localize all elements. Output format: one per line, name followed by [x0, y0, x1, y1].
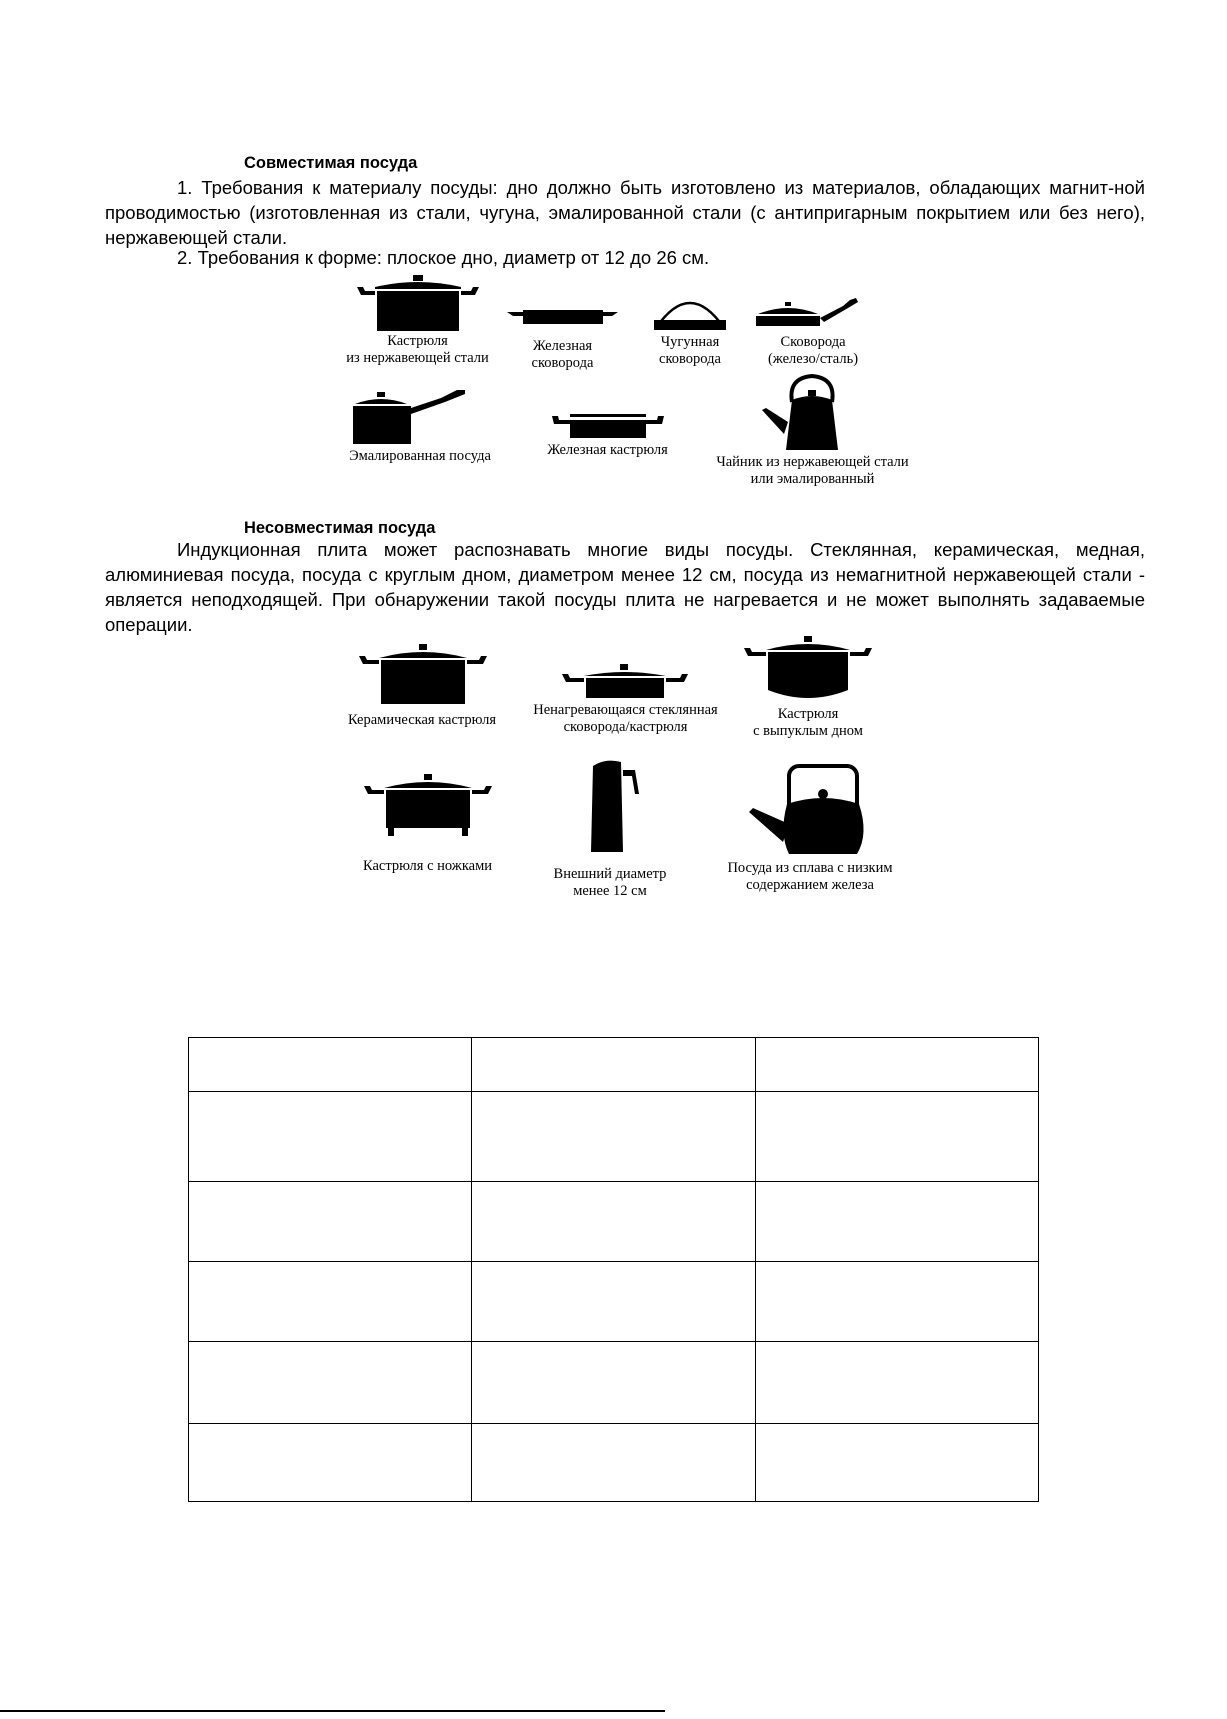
- iron-pan-icon: [505, 300, 620, 332]
- table-cell: [755, 1262, 1038, 1342]
- convex-bottom-pot-icon: [738, 634, 878, 704]
- cast-iron-pan-icon: [650, 288, 730, 332]
- incompatible-heading: Несовместимая посуда: [244, 519, 436, 537]
- incompatible-caption: Кастрюля с ножками: [362, 858, 493, 874]
- stainless-pot-icon: [353, 273, 483, 333]
- table-cell: [189, 1182, 472, 1262]
- empty-table: [188, 1037, 1039, 1502]
- incompatible-caption: Ненагревающаяся стеклянная сковорода/кастрюля: [533, 702, 718, 735]
- table-row: [189, 1424, 1039, 1502]
- compatible-item-kettle: [700, 372, 925, 488]
- incompatible-item-small-jug: [540, 756, 680, 900]
- compatible-item-iron-pan: [505, 300, 620, 372]
- table-row: [189, 1342, 1039, 1424]
- incompatible-item-convex-pot: [728, 634, 888, 740]
- incompatible-item-pot-with-legs: [340, 772, 515, 875]
- compatible-item-enamel-saucepan: [335, 388, 505, 465]
- incompatible-caption: Керамическая кастрюля: [347, 712, 497, 728]
- incompatible-item-glass-pan: [518, 662, 733, 736]
- incompatible-caption: Кастрюля с выпуклым дном: [753, 706, 863, 739]
- table-cell: [189, 1038, 472, 1092]
- compatible-heading: Совместимая посуда: [244, 154, 418, 172]
- table-cell: [472, 1262, 755, 1342]
- compatible-caption: Железная кастрюля: [547, 442, 668, 458]
- iron-casserole-icon: [548, 412, 668, 440]
- compatible-item-stainless-pot: [330, 273, 505, 367]
- compatible-caption: Кастрюля из нержавеющей стали: [346, 333, 489, 366]
- compatible-item-cast-iron-pan: [640, 288, 740, 368]
- table-cell: [189, 1342, 472, 1424]
- compatible-item-frying-pan: [748, 292, 878, 368]
- table-row: [189, 1182, 1039, 1262]
- frying-pan-icon: [748, 292, 878, 332]
- compatible-caption: Железная сковорода: [531, 338, 594, 371]
- table-cell: [755, 1038, 1038, 1092]
- table-cell: [472, 1424, 755, 1502]
- low-iron-kettle-icon: [745, 764, 875, 856]
- compatible-caption: Сковорода (железо/сталь): [767, 334, 859, 367]
- small-jug-icon: [565, 756, 655, 854]
- ceramic-pot-icon: [355, 642, 490, 706]
- enamel-saucepan-icon: [345, 388, 495, 446]
- table-cell: [189, 1424, 472, 1502]
- table-row: [189, 1262, 1039, 1342]
- incompatible-item-ceramic-pot: [332, 642, 512, 729]
- footer-divider: [0, 1710, 665, 1712]
- compatible-caption: Чайник из нержавеющей стали или эмалированный: [716, 454, 909, 487]
- table-cell: [472, 1342, 755, 1424]
- incompatible-caption: Посуда из сплава с низким содержанием железа: [727, 860, 893, 893]
- table-row: [189, 1038, 1039, 1092]
- table-cell: [755, 1182, 1038, 1262]
- compatible-item-iron-casserole: [535, 412, 680, 459]
- table-cell: [755, 1342, 1038, 1424]
- table-cell: [189, 1262, 472, 1342]
- compatible-caption: Эмалированная посуда: [349, 448, 491, 464]
- compatible-material-requirements: 1. Требования к материалу посуды: дно должно быть изготовлено из материалов, обладающих магнит-ной проводимостью (изготовленная из стали, чугуна, эмалированной стали (с антипригарным покрытием или без него), нержавеющей стали.: [105, 177, 1145, 248]
- kettle-icon: [758, 372, 868, 452]
- table-cell: [755, 1424, 1038, 1502]
- compatible-caption: Чугунная сковорода: [659, 334, 721, 367]
- pot-with-legs-icon: [360, 772, 495, 836]
- table-row: [189, 1092, 1039, 1182]
- glass-pan-icon: [558, 662, 693, 700]
- compatible-shape-requirements: 2. Требования к форме: плоское дно, диаметр от 12 до 26 см.: [177, 247, 710, 268]
- table-cell: [472, 1182, 755, 1262]
- incompatible-description: Индукционная плита может распознавать многие виды посуды. Стеклянная, керамическая, медная, алюминиевая посуда, посуда с круглым дном, диаметром менее 12 см, посуда из немагнитной нержавеющей стали - является неподходящей. При обнаружении такой посуды плита не нагревается и не может выполнять задаваемые операции.: [105, 539, 1145, 635]
- incompatible-caption: Внешний диаметр менее 12 см: [553, 866, 667, 899]
- table-cell: [755, 1092, 1038, 1182]
- table-cell: [189, 1092, 472, 1182]
- table-cell: [472, 1092, 755, 1182]
- incompatible-item-low-iron-kettle: [700, 764, 920, 894]
- table-cell: [472, 1038, 755, 1092]
